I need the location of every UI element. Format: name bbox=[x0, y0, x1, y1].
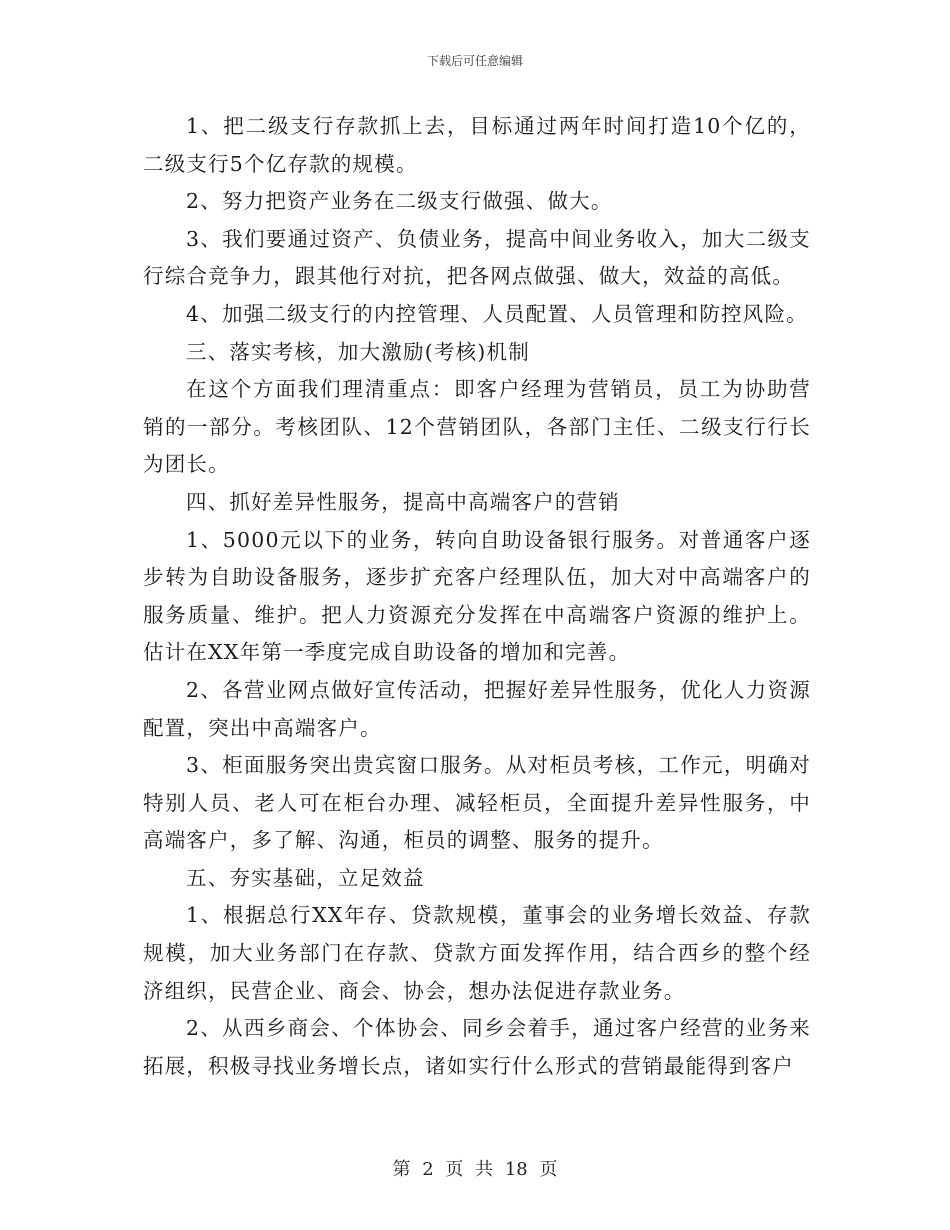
section-heading: 三、落实考核，加大激励(考核)机制 bbox=[186, 339, 530, 364]
paragraph: 1、把二级支行存款抓上去，目标通过两年时间打造10个亿的，二级支行5个亿存款的规模。 bbox=[143, 114, 811, 176]
paragraph: 3、我们要通过资产、负债业务，提高中间业务收入，加大二级支行综合竞争力，跟其他行对抗，把各网点做强、做大，效益的高低。 bbox=[143, 226, 811, 289]
paragraph: 在这个方面我们理清重点：即客户经理为营销员，员工为协助营销的一部分。考核团队、12个营销团队，各部门主任、二级支行行长为团长。 bbox=[143, 377, 811, 477]
section-heading: 五、夯实基础，立足效益 bbox=[186, 865, 425, 890]
paragraph: 2、各营业网点做好宣传活动，把握好差异性服务，优化人力资源配置，突出中高端客户。 bbox=[143, 677, 811, 740]
section-heading: 四、抓好差异性服务，提高中高端客户的营销 bbox=[186, 489, 620, 514]
page-footer: 第 2 页 共 18 页 bbox=[392, 1159, 558, 1180]
paragraph: 2、努力把资产业务在二级支行做强、做大。 bbox=[186, 189, 613, 214]
page-header: 下载后可任意编辑 bbox=[426, 54, 523, 68]
paragraph: 3、柜面服务突出贵宾窗口服务。从对柜员考核，工作元，明确对特别人员、老人可在柜台办理、减轻柜员，全面提升差异性服务，中高端客户，多了解、沟通，柜员的调整、服务的提升。 bbox=[143, 753, 811, 853]
paragraph: 4、加强二级支行的内控管理、人员配置、人员管理和防控风险。 bbox=[186, 301, 808, 326]
paragraph: 1、5000元以下的业务，转向自助设备银行服务。对普通客户逐步转为自助设备服务，逐步扩充客户经理队伍，加大对中高端客户的服务质量、维护。把人力资源充分发挥在中高端客户资源的维护上。估计在XX年第一季度完成自助设备的增加和完善。 bbox=[143, 527, 811, 665]
paragraph: 1、根据总行XX年存、贷款规模，董事会的业务增长效益、存款规模，加大业务部门在存款、贷款方面发挥作用，结合西乡的整个经济组织，民营企业、商会、协会，想办法促进存款业务。 bbox=[143, 903, 811, 1003]
paragraph: 2、从西乡商会、个体协会、同乡会着手，通过客户经营的业务来拓展，积极寻找业务增长点，诸如实行什么形式的营销最能得到客户 bbox=[143, 1016, 811, 1078]
document-body bbox=[143, 108, 811, 1085]
